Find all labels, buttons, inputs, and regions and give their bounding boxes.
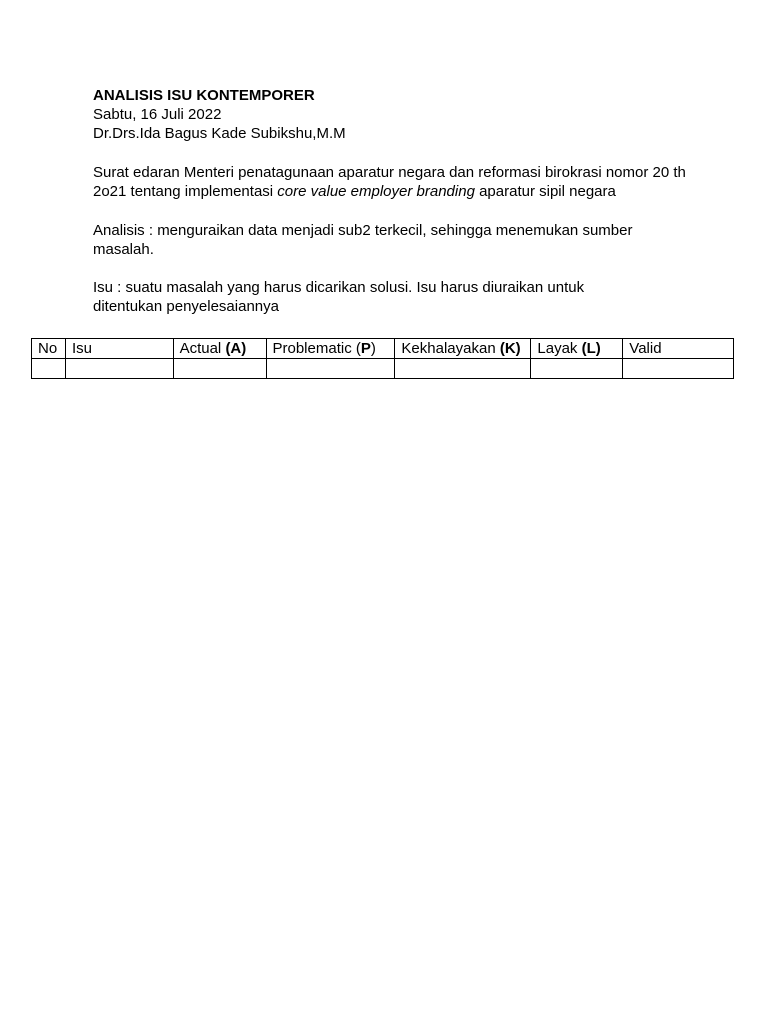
paragraph-circular-italic: core value employer branding (277, 183, 475, 200)
table-header-row (32, 339, 734, 359)
header-actual-label: Actual (179, 340, 226, 357)
document-author: Dr.Drs.Ida Bagus Kade Subikshu,M.M (93, 125, 346, 142)
table-cell-valid[interactable] (623, 359, 734, 379)
document-title: ANALISIS ISU KONTEMPORER (93, 87, 315, 104)
header-no: No (32, 339, 66, 359)
header-problematic-code: P (360, 340, 371, 357)
table-cell-isu[interactable] (65, 359, 173, 379)
header-problematic-close: ) (370, 340, 376, 357)
header-actual (173, 339, 266, 359)
header-problematic-label: Problematic ( (272, 340, 361, 357)
header-isu: Isu (65, 339, 173, 359)
document-date: Sabtu, 16 Juli 2022 (93, 106, 222, 123)
header-valid: Valid (623, 339, 734, 359)
header-actual-code: (A) (225, 340, 247, 357)
paragraph-issue: Isu : suatu masalah yang harus dicarikan solusi. Isu harus diuraikan untuk ditentukan penyelesaiannya (93, 279, 585, 315)
header-kekhalayakan-label: Kekhalayakan (401, 340, 500, 357)
header-layak-code: (L) (581, 340, 601, 357)
header-kekhalayakan-code: (K) (499, 340, 521, 357)
table-row (32, 359, 734, 379)
header-kekhalayakan (395, 339, 531, 359)
paragraph-circular (93, 163, 693, 201)
header-problematic (266, 339, 395, 359)
table-cell-problematic[interactable] (266, 359, 395, 379)
table-cell-kekhalayakan[interactable] (395, 359, 531, 379)
table-cell-actual[interactable] (173, 359, 266, 379)
table-cell-no[interactable] (32, 359, 66, 379)
issue-analysis-table (31, 338, 734, 379)
table-cell-layak[interactable] (531, 359, 623, 379)
paragraph-circular-text: Surat edaran Menteri penatagunaan aparatur negara dan reformasi birokrasi nomor 20 th 2o21 tentang implementasi (93, 164, 686, 200)
header-layak (531, 339, 623, 359)
header-layak-label: Layak (537, 340, 582, 357)
paragraph-circular-tail: aparatur sipil negara (474, 183, 616, 200)
paragraph-analysis: Analisis : menguraikan data menjadi sub2 terkecil, sehingga menemukan sumber masalah. (93, 222, 633, 258)
